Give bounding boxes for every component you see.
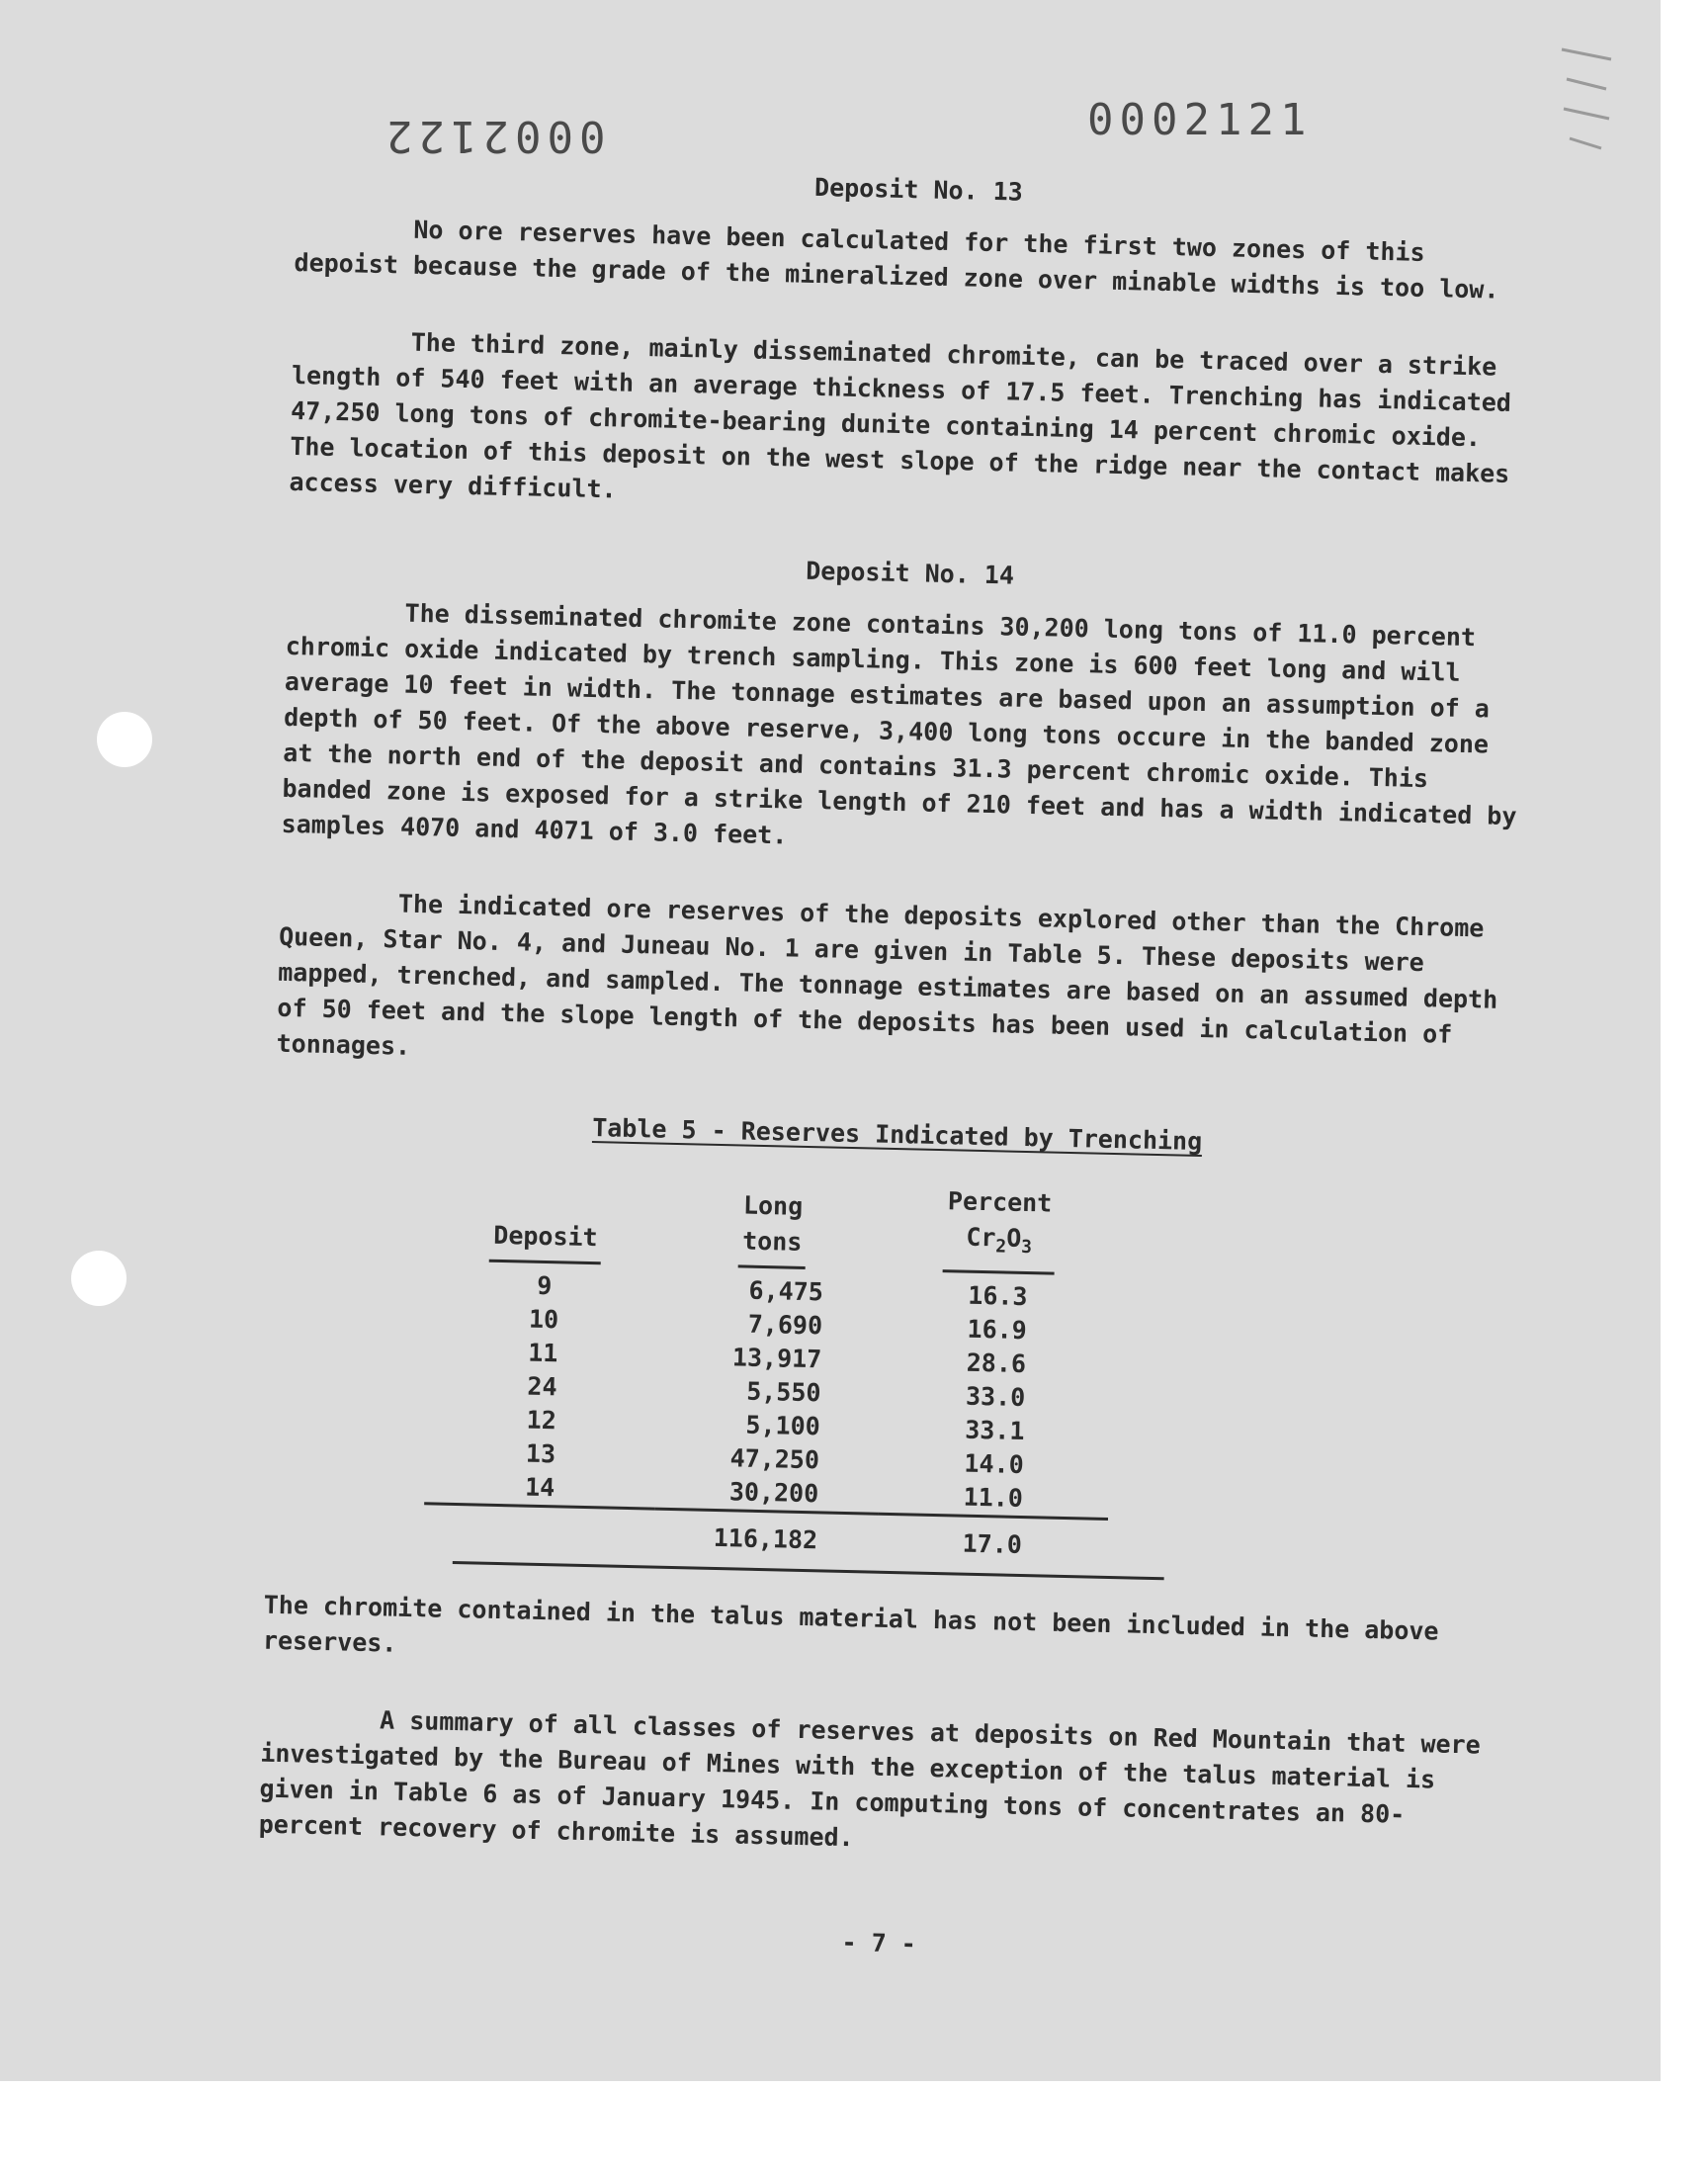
column-header-deposit: Deposit [430, 1172, 662, 1271]
cell-percent: 33.0 [965, 1381, 1026, 1413]
paragraph-note: The chromite contained in the talus material has not been included in the above reserves. [262, 1590, 1439, 1658]
cell-tons: 13,917 [731, 1343, 822, 1374]
cell-total-percent: 17.0 [877, 1514, 1108, 1564]
cell-percent: 14.0 [964, 1448, 1025, 1480]
cell-deposit: 14 [524, 1472, 555, 1503]
column-header-long-tons: Long tons [660, 1177, 885, 1277]
punch-hole [97, 712, 152, 767]
cell-percent: 28.6 [966, 1348, 1027, 1379]
cell-tons: 30,200 [728, 1477, 819, 1509]
cell-percent: 16.9 [967, 1314, 1028, 1346]
cell-deposit: 10 [528, 1304, 559, 1335]
cell-deposit: 12 [526, 1405, 557, 1436]
stamp-number-top-right: 0002121 [1087, 95, 1313, 145]
table-title: Table 5 - Reserves Indicated by Trenching [591, 1113, 1203, 1157]
page-number: - 7 - [841, 1927, 917, 1958]
cell-deposit: 24 [527, 1371, 557, 1402]
cell-total-tons: 116,182 [653, 1509, 877, 1559]
stamp-number-top-left: 0002122 [381, 111, 606, 161]
table-bottom-rule [453, 1561, 1164, 1580]
page-body [256, 158, 1542, 1975]
paragraph: The indicated ore reserves of the deposits explored other than the Chrome Queen, Star No. 4, and Juneau No. 1 are given in Table 5. These deposits were mapped, trenched, and sampled. The tonnage estimates are based on an assumed depth of 50 feet and the slope length of the deposits has been used in calculation of tonnages. [276, 889, 1498, 1061]
cell-tons: 5,100 [745, 1410, 821, 1441]
paragraph: The third zone, mainly disseminated chromite, can be traced over a strike length of 540 feet with an average thickness of 17.5 feet. Trenching has indicated 47,250 long tons of chromite-bearing dunite containing 14 percent chromic oxide. The location of this deposit on the west slope of the ridge near the contact makes access very difficult. [289, 327, 1512, 504]
paragraph: The disseminated chromite zone contains 30,200 long tons of 11.0 percent chromic oxide indicated by trench sampling. This zone is 600 feet long and will average 10 feet in width. The tonnage estimates are based upon an assumption of a depth of 50 feet. Of the above reserve, 3,400 long tons occure in the banded zone at the north end of the deposit and contains 31.3 percent chromic oxide. This banded zone is exposed for a strike length of 210 feet and has a width indicated by samples 4070 and 4071 of 3.0 feet. [281, 598, 1517, 850]
cell-tons: 7,690 [747, 1309, 823, 1341]
cell-percent: 16.3 [968, 1280, 1028, 1312]
column-header-percent: Percent $Cr_2O_3$ [883, 1182, 1115, 1282]
reserves-table [423, 1172, 1116, 1564]
cell-deposit: 13 [525, 1438, 556, 1469]
heading-deposit-13: Deposit No. 13 [813, 172, 1024, 207]
paragraph: A summary of all classes of reserves at deposits on Red Mountain that were investigated by the Bureau of Mines with the exception of the talus material is given in Table 6 as of January 1945. In computing tons of concentrates an 80-percent recovery of chromite is assumed. [258, 1705, 1482, 1853]
paragraph: No ore reserves have been calculated for the first two zones of this depoist because the grade of the mineralized zone over minable widths is too low. [294, 215, 1499, 304]
edge-scribble-mark [1552, 40, 1621, 188]
heading-deposit-14: Deposit No. 14 [805, 556, 1015, 590]
cell-tons: 47,250 [729, 1443, 820, 1475]
cell-percent: 11.0 [963, 1482, 1024, 1514]
cell-tons: 6,475 [748, 1275, 824, 1307]
cell-deposit: 9 [537, 1270, 553, 1301]
cell-deposit: 11 [527, 1338, 558, 1368]
punch-hole [71, 1251, 127, 1306]
cell-percent: 33.1 [964, 1415, 1025, 1446]
cell-tons: 5,550 [745, 1376, 821, 1408]
